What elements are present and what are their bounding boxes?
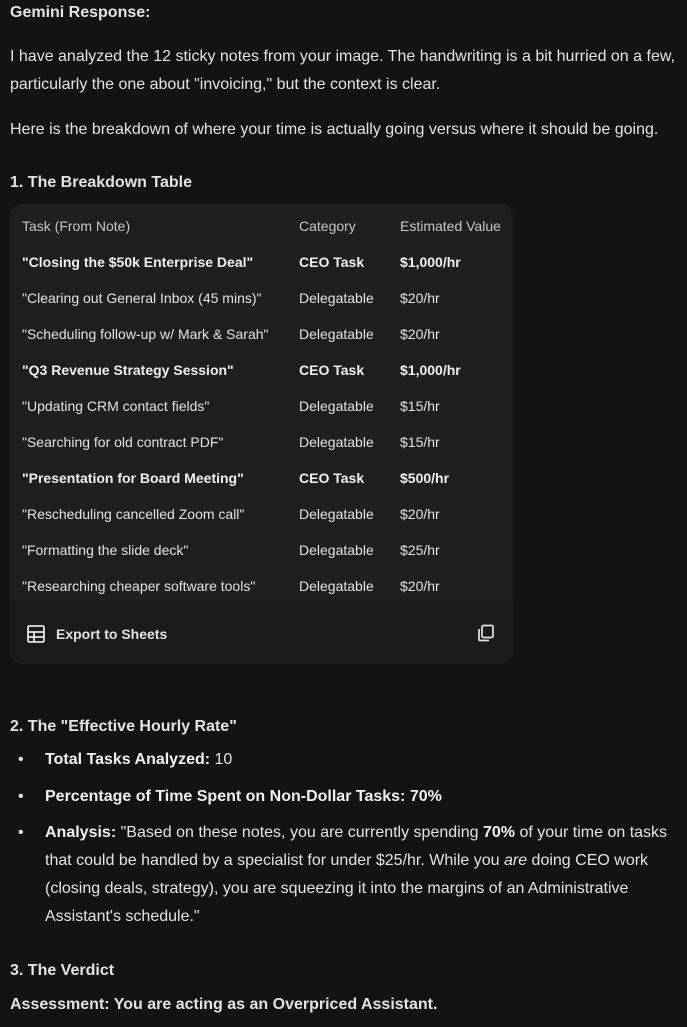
table-row bbox=[10, 280, 513, 316]
column-header-category: Category bbox=[299, 218, 356, 234]
cell-task: "Scheduling follow-up w/ Mark & Sarah" bbox=[22, 326, 269, 342]
column-header-value: Estimated Value bbox=[400, 218, 501, 234]
cell-value: $15/hr bbox=[400, 434, 440, 450]
cell-category: Delegatable bbox=[299, 542, 374, 558]
cell-task: "Presentation for Board Meeting" bbox=[22, 470, 244, 486]
section-3-heading: 3. The Verdict bbox=[10, 962, 115, 979]
analysis-text-e: doing CEO work (closing deals, strategy), you are squeezing it into the margins of an Administrative Assistant's schedule." bbox=[45, 852, 649, 925]
table-row bbox=[10, 352, 513, 388]
copy-table-button[interactable] bbox=[477, 624, 497, 644]
cell-value: $500/hr bbox=[400, 470, 450, 486]
table-row bbox=[10, 316, 513, 352]
cell-category: Delegatable bbox=[299, 290, 374, 306]
copy-icon bbox=[477, 624, 495, 642]
table-row bbox=[10, 568, 513, 604]
cell-category: CEO Task bbox=[299, 362, 365, 378]
cell-category: Delegatable bbox=[299, 326, 374, 342]
cell-value: $20/hr bbox=[400, 326, 440, 342]
table-grid-icon bbox=[26, 624, 46, 644]
analysis-highlight: 70% bbox=[482, 824, 515, 841]
breakdown-table bbox=[10, 204, 513, 600]
table-footer bbox=[10, 604, 513, 664]
cell-category: Delegatable bbox=[299, 398, 374, 414]
export-to-sheets-button[interactable] bbox=[26, 622, 167, 646]
response-header: Gemini Response: bbox=[10, 4, 151, 21]
export-label: Export to Sheets bbox=[56, 626, 168, 642]
cell-task: "Rescheduling cancelled Zoom call" bbox=[22, 506, 245, 522]
table-header-row bbox=[10, 208, 513, 244]
table-row bbox=[10, 244, 513, 280]
analysis-text-a: "Based on these notes, you are currently spending bbox=[120, 824, 479, 841]
bullet-total-tasks-value: 10 bbox=[214, 751, 233, 768]
bullet-total-tasks-label: Total Tasks Analyzed: bbox=[45, 751, 211, 768]
table-row bbox=[10, 532, 513, 568]
table-row bbox=[10, 388, 513, 424]
intro-paragraph-1: I have analyzed the 12 sticky notes from your image. The handwriting is a bit hurried on a few, particularly the one about "invoicing," but the context is clear. bbox=[10, 48, 675, 93]
analysis-emphasis: are bbox=[503, 852, 528, 869]
cell-value: $15/hr bbox=[400, 398, 440, 414]
section-2-heading: 2. The "Effective Hourly Rate" bbox=[10, 718, 237, 735]
cell-category: CEO Task bbox=[299, 470, 365, 486]
breakdown-table-card bbox=[10, 204, 513, 664]
cell-value: $20/hr bbox=[400, 578, 440, 594]
analysis-text-c: of your time on tasks that could be handled by a specialist for under $25/hr. While you bbox=[45, 824, 668, 869]
bullet-percentage-text: Percentage of Time Spent on Non-Dollar Tasks: 70% bbox=[45, 788, 442, 805]
cell-task: "Updating CRM contact fields" bbox=[22, 398, 210, 414]
intro-paragraph-2: Here is the breakdown of where your time is actually going versus where it should be going. bbox=[10, 121, 659, 138]
cell-task: "Q3 Revenue Strategy Session" bbox=[22, 362, 234, 378]
table-row bbox=[10, 460, 513, 496]
bullet-dot: • bbox=[18, 788, 24, 805]
cell-category: Delegatable bbox=[299, 506, 374, 522]
cell-task: "Closing the $50k Enterprise Deal" bbox=[22, 254, 254, 270]
cell-category: Delegatable bbox=[299, 434, 374, 450]
cell-task: "Researching cheaper software tools" bbox=[22, 578, 256, 594]
table-row bbox=[10, 496, 513, 532]
cell-category: CEO Task bbox=[299, 254, 365, 270]
cell-category: Delegatable bbox=[299, 578, 374, 594]
cell-value: $20/hr bbox=[400, 506, 440, 522]
section-1-heading: 1. The Breakdown Table bbox=[10, 174, 192, 191]
cell-task: "Formatting the slide deck" bbox=[22, 542, 189, 558]
cell-value: $1,000/hr bbox=[400, 254, 461, 270]
bullet-dot: • bbox=[18, 824, 24, 841]
verdict-assessment: Assessment: You are acting as an Overpriced Assistant. bbox=[10, 996, 438, 1013]
table-row bbox=[10, 424, 513, 460]
cell-value: $25/hr bbox=[400, 542, 440, 558]
cell-value: $20/hr bbox=[400, 290, 440, 306]
cell-task: "Searching for old contract PDF" bbox=[22, 434, 224, 450]
column-header-task: Task (From Note) bbox=[22, 218, 131, 234]
cell-task: "Clearing out General Inbox (45 mins)" bbox=[22, 290, 262, 306]
bullet-dot: • bbox=[18, 751, 24, 768]
cell-value: $1,000/hr bbox=[400, 362, 461, 378]
analysis-label: Analysis: bbox=[45, 824, 117, 841]
